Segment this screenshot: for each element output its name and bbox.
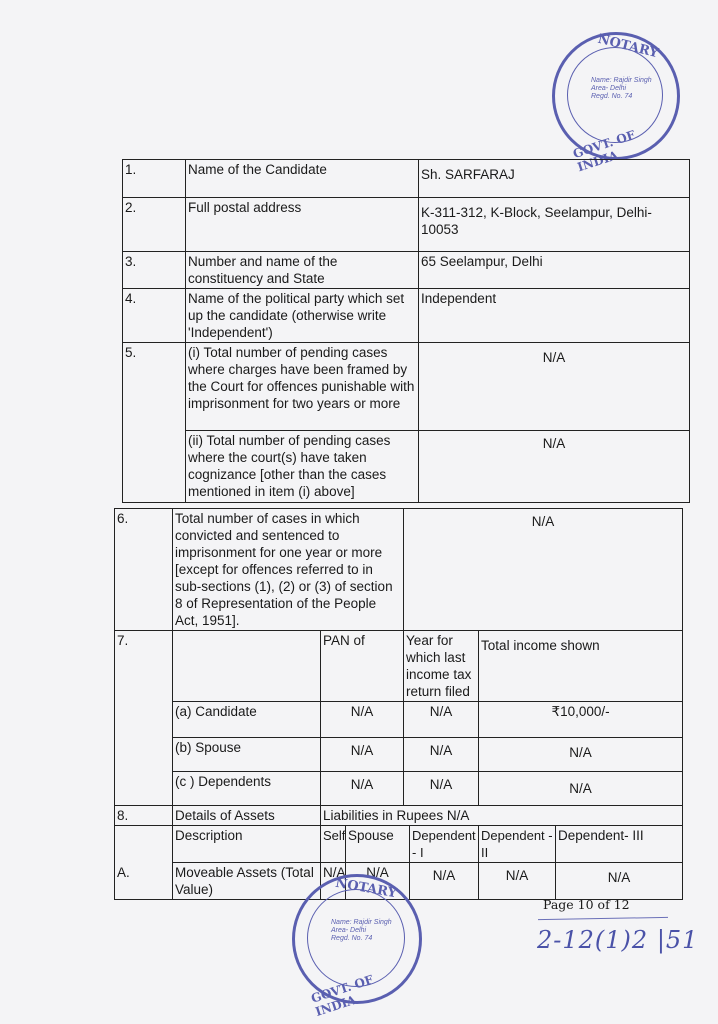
row-label: Total number of cases in which convicted and sentenced to imprisonment for one year or more [except for offences referred to in sub-sections (1), (2) or (3) of section 8 of Representation of the People Act, 1951]. bbox=[173, 509, 404, 631]
row-label: Details of Assets bbox=[173, 806, 321, 826]
table-row bbox=[115, 772, 683, 806]
income-value: N/A bbox=[479, 738, 683, 772]
empty-cell bbox=[115, 772, 173, 806]
row-value: Liabilities in Rupees N/A bbox=[321, 806, 683, 826]
seal-top-text: NOTARY bbox=[596, 31, 660, 62]
row-number: 6. bbox=[115, 509, 173, 631]
seal-bottom-text: GOVT. OF INDIA bbox=[571, 127, 637, 175]
table-row bbox=[123, 343, 690, 431]
page-number: Page 10 of 12 bbox=[543, 897, 630, 912]
pan-value: N/A bbox=[321, 702, 404, 738]
seal-bottom-text: GOVT. OF INDIA bbox=[309, 972, 376, 1020]
table-row bbox=[123, 431, 690, 503]
asset-value: N/A bbox=[410, 863, 479, 900]
row-value: N/A bbox=[419, 431, 690, 503]
row-label: Name of the political party which set up the candidate (otherwise write 'Independent') bbox=[186, 289, 419, 343]
seal-line: Regd. No. 74 bbox=[331, 935, 373, 942]
row-value: N/A bbox=[419, 343, 690, 431]
row-number: 8. bbox=[115, 806, 173, 826]
row-value: 65 Seelampur, Delhi bbox=[419, 252, 690, 289]
candidate-details-table bbox=[122, 159, 690, 503]
row-label: (c ) Dependents bbox=[173, 772, 321, 806]
seal-line: Regd. No. 74 bbox=[591, 93, 633, 100]
row-value: Sh. SARFARAJ bbox=[419, 160, 690, 198]
table-row bbox=[115, 631, 683, 702]
asset-value: N/A bbox=[346, 863, 410, 900]
row-value: Independent bbox=[419, 289, 690, 343]
row-number: 4. bbox=[123, 289, 186, 343]
seal-top-text: NOTARY bbox=[334, 875, 398, 902]
row-number: 3. bbox=[123, 252, 186, 289]
row-number: 7. bbox=[115, 631, 173, 702]
asset-value: N/A bbox=[479, 863, 556, 900]
row-value: N/A bbox=[404, 509, 683, 631]
row-number: 2. bbox=[123, 198, 186, 252]
empty-cell bbox=[115, 702, 173, 738]
column-header: Self bbox=[321, 826, 346, 863]
empty-cell bbox=[173, 631, 321, 702]
row-value: K-311-312, K-Block, Seelampur, Delhi-10053 bbox=[419, 198, 690, 252]
seal-line: Name: Rajdir Singh bbox=[331, 919, 392, 926]
column-header: Spouse bbox=[346, 826, 410, 863]
table-row bbox=[123, 252, 690, 289]
row-label: (ii) Total number of pending cases where the court(s) have taken cognizance [other than the cases mentioned in item (i) above] bbox=[186, 431, 419, 503]
row-label: (a) Candidate bbox=[173, 702, 321, 738]
empty-cell bbox=[115, 826, 173, 863]
notary-seal-top bbox=[552, 31, 680, 175]
row-label: Full postal address bbox=[186, 198, 419, 252]
table-row bbox=[115, 826, 683, 863]
asset-value: N/A bbox=[556, 863, 683, 900]
column-header: Total income shown bbox=[479, 631, 683, 702]
row-number bbox=[123, 431, 186, 503]
row-label: Number and name of the constituency and State bbox=[186, 252, 419, 289]
column-header: Dependent - I bbox=[410, 826, 479, 863]
row-number: 5. bbox=[123, 343, 186, 431]
pan-value: N/A bbox=[321, 772, 404, 806]
year-value: N/A bbox=[404, 702, 479, 738]
row-label: Moveable Assets (Total Value) bbox=[173, 863, 321, 900]
table-row bbox=[123, 198, 690, 252]
column-header: PAN of bbox=[321, 631, 404, 702]
table-row bbox=[115, 806, 683, 826]
row-number: A. bbox=[115, 863, 173, 900]
empty-cell bbox=[115, 738, 173, 772]
table-row bbox=[115, 702, 683, 738]
column-header: Dependent - II bbox=[479, 826, 556, 863]
column-header: Dependent- III bbox=[556, 826, 683, 863]
row-label: Name of the Candidate bbox=[186, 160, 419, 198]
column-header: Description bbox=[173, 826, 321, 863]
seal-line: Name: Rajdir Singh bbox=[591, 77, 652, 84]
column-header: Year for which last income tax return filed bbox=[404, 631, 479, 702]
income-value: ₹10,000/- bbox=[479, 702, 683, 738]
row-label: (b) Spouse bbox=[173, 738, 321, 772]
table-row bbox=[115, 509, 683, 631]
seal-line: Area- Delhi bbox=[331, 927, 367, 934]
row-label: (i) Total number of pending cases where charges have been framed by the Court for offences punishable with imprisonment for two years or more bbox=[186, 343, 419, 431]
notary-seal-bottom bbox=[292, 874, 422, 1020]
table-row bbox=[123, 289, 690, 343]
income-value: N/A bbox=[479, 772, 683, 806]
seal-line: Area- Delhi bbox=[591, 85, 627, 92]
footer-underline bbox=[538, 917, 668, 920]
pan-value: N/A bbox=[321, 738, 404, 772]
table-row bbox=[123, 160, 690, 198]
row-number: 1. bbox=[123, 160, 186, 198]
table-row bbox=[115, 738, 683, 772]
asset-value: N/A bbox=[321, 863, 346, 900]
cases-income-assets-table bbox=[114, 508, 683, 900]
year-value: N/A bbox=[404, 772, 479, 806]
handwritten-reference: 2-12(1)2 |51 bbox=[537, 926, 699, 954]
year-value: N/A bbox=[404, 738, 479, 772]
